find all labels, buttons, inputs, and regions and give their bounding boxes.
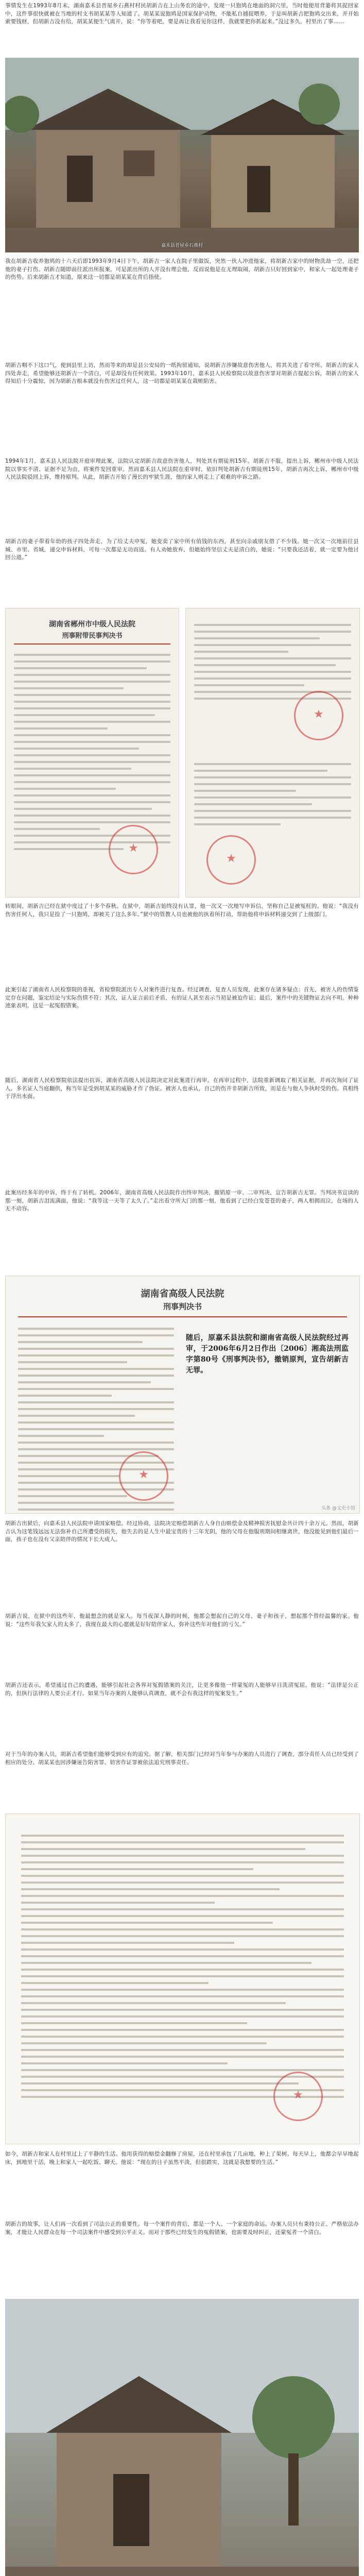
retrial-judgment-seal (119, 1451, 168, 1501)
court-document-left-text-lines (14, 654, 170, 855)
court-document-left-rule (14, 643, 170, 645)
article-paragraph-2: 我在胡新吉收养狍鸠的十六天后即1993年9月4日下午，胡新吉一家人在院子里做饭，突然一伙人冲进他家，将胡新吉家中的财物洗劫一空，还把他的妻子打伤。胡新吉随即前往派出所报案，可是派出所的人并没有理会他，反而说他是在无理取闹，胡新吉只好回到家中，和家人一起处理妻子的伤势。后来胡新吉才知道，原来这一切都是胡某某在背后指使。 (5, 258, 359, 281)
court-document-left-title: 湖南省郴州市中级人民法院 (49, 620, 135, 629)
article-paragraph-14: 如今，胡新吉和家人在村里过上了平静的生活。他用获得的赔偿金翻修了房屋，还在村里承包了几亩地，种上了果树。每天早上，他都会早早地起床，到地里干活，晚上和家人一起吃饭、聊天。他说：“现在的日子虽然平淡，但很踏实，这就是我想要的生活。” (5, 2151, 359, 2165)
court-seal-right-top (294, 691, 343, 740)
article-paragraph-4: 1994年1月，嘉禾县人民法院开庭审理此案，法院认定胡新吉故意伤害他人，判处其有期徒刑15年。胡新吉不服，提出上诉，郴州市中级人民法院以事实不清、证据不足为由，将案件发回重审。然而嘉禾县人民法院在重审时，依旧判处胡新吉有期徒刑15年，胡新吉再次上诉，郴州市中级人民法院驳回上诉，维持原判。从此，胡新吉开始了漫长的牢狱生涯，他的家人则走上了艰难的申诉之路。 (5, 458, 359, 481)
article-paragraph-13: 对于当年的办案人员，胡新吉希望他们能够受到应有的追究。据了解，相关部门已经对当年参与办案的人员进行了调查，部分责任人员已经受到了相应的处分。胡某某也因涉嫌诬告陷害罪、妨害作证罪被依法追究刑事责任。 (5, 1751, 359, 1766)
village-photo-illustration (5, 58, 359, 252)
retrial-judgment-headline: 随后，原嘉禾县法院和湖南省高级人民法院经过再审，于2006年6月2日作出〔2006〕湘高法刑监字第80号《刑事判决书》，撤销原判，宣告胡新吉无罪。 (186, 1334, 349, 1375)
village-photo (5, 58, 359, 252)
closing-photo (5, 2299, 359, 2576)
article-paragraph-10: 胡新吉出狱后，向嘉禾县人民法院申请国家赔偿。经过协商，法院决定赔偿胡新吉人身自由赔偿金及精神损害抚慰金共计四十余万元。然而，胡新吉认为这笔钱远远无法弥补自己所遭受的损失，他失去的是人生中最宝贵的十三年光阴，他的父母在他服刑期间相继离世，他没能见到他们最后一面，孩子也在没有父亲陪伴的情况下长大成人。 (5, 1520, 359, 1543)
article-paragraph-5: 胡新吉的妻子带着年幼的孩子四处奔走，为了给丈夫申冤，她变卖了家中所有值钱的东西，甚至向亲戚朋友借了不少钱。她一次又一次地前往县城、市里、省城，递交申诉材料，可每一次都是无功而返。有人劝她放弃，但她始终坚信丈夫是清白的，她说：“只要我还活着，就一定要为他讨回公道。” (5, 538, 359, 561)
compensation-document-text-lines (21, 1835, 344, 2103)
court-document-right-text-lines-lower (194, 763, 351, 830)
court-document-left-subtitle: 刑事附带民事判决书 (62, 632, 123, 640)
article-paragraph-3: 胡新吉咽不下这口气，便到县里上访，然而等来的却是县公安局的一纸拘留通知，说胡新吉涉嫌故意伤害他人，将其关进了看守所。胡新吉的家人四处奔走，希望能够还胡新吉一个清白，可是却没有任何效果。1993年10月，嘉禾县人民检察院以故意伤害罪对胡新吉提起公诉，胡新吉的家人得知后十分震惊，因为胡新吉根本就没有伤害过任何人，这一切都是胡某某在栽赃陷害。 (5, 362, 359, 385)
source-watermark: 头条 @文史小馆 (321, 1506, 355, 1511)
compensation-document (5, 1814, 360, 2144)
compensation-seal (273, 2072, 323, 2121)
article-paragraph-6: 转眼间，胡新吉已经在狱中度过了十多个春秋。在狱中，胡新吉始终没有认罪，他一次又一次地写申诉信，坚称自己是被冤枉的。他说：“我没有伤害任何人，我只是捡了一只狍鸠，却被关了这么多年。”狱中的管教人员也被他的执着所打动，帮助他将申诉材料递交到了上级部门。 (5, 903, 359, 918)
article-paragraph-7: 此案引起了湖南省人民检察院的重视，省检察院派出专人对案件进行复查。经过调查，复查人员发现，此案存在诸多疑点：首先，被害人的伤情鉴定存在问题，鉴定结论与实际伤情不符；其次，证人证言前后矛盾，有的证人甚至表示当初是被迫作证；最后，案件中的关键物证去向不明。种种迹象表明，这是一起冤假错案。 (5, 987, 359, 1009)
retrial-judgment-title: 湖南省高级人民法院 (141, 1289, 224, 1299)
article-paragraph-12: 胡新吉还表示，希望通过自己的遭遇，能够引起社会各界对冤假错案的关注，让更多像他一样蒙冤的人能够早日洗清冤屈。他说：“法律是公正的，但执行法律的人要公正才行。如果当年办案的人能够认真调查，就不会有我这样的冤案发生。” (5, 1682, 359, 1697)
court-document-right (185, 608, 360, 897)
court-seal-right-bottom (206, 835, 256, 885)
court-seal-left (109, 825, 158, 874)
article-paragraph-15: 胡新吉的故事，让人们再一次看到了司法公正的重要性。每一个案件的背后，都是一个人、一个家庭的命运。办案人员只有秉持公正、严格依法办案，才能让人民群众在每一个司法案件中感受到公平正义。而对于那些已经发生的冤假错案，也需要及时纠正，还蒙冤者一个清白。 (5, 2221, 359, 2235)
retrial-judgment-subtitle: 刑事判决书 (163, 1302, 202, 1311)
retrial-judgment-document (5, 1276, 360, 1514)
retrial-judgment-rule (18, 1316, 347, 1317)
article-paragraph-11: 胡新吉说，在狱中的这些年，他最想念的就是家人。每当夜深人静的时候，他都会想起自己的父母、妻子和孩子，想起那个曾经温馨的家。他说：“这些年我欠家人的太多了，我现在最大的心愿就是好好陪伴家人，弥补这些年对他们的亏欠。” (5, 1613, 359, 1628)
closing-photo-illustration (5, 2299, 359, 2576)
article-paragraph-9: 此案历经多年的申诉，终于有了转机。2006年，湖南省高级人民法院作出终审判决，撤销原一审、二审判决，宣告胡新吉无罪。当判决书宣读的那一刻，胡新吉泪流满面，他说：“我等这一天等了太久了。”走出看守所大门的那一刻，他看到了已经白发苍苍的妻子，两人相拥而泣，在场的人无不动容。 (5, 1190, 359, 1212)
court-document-left (5, 608, 179, 897)
article-paragraph-8: 随后，湖南省人民检察院依法提出抗诉，湖南省高级人民法院决定对此案进行再审。在再审过程中，法院重新调取了相关证据，并再次询问了证人。多名证人当庭翻供，称当年是受到胡某某的威胁才作了伪证。被害人也承认，自己的伤并非胡新吉所致，而是在与他人争执时受的伤。真相终于浮出水面。 (5, 1077, 359, 1100)
article-paragraph-1: 事情发生在1993年8月末，湖南嘉禾县晋屋乡石燕村村民胡新吉在上山务农的途中，发现一只狍鸠在地面的洞穴里，当时他便用背篓将其捉回家中，这件事很快就被在当地的村支书胡某某等人知道了。胡某某说狍鸠是国家保护动物，不能私自捕捉喂养，于是叫胡新吉把狍鸠交出来，并开始索要钱财，但胡新吉没有给，胡某某便生气离开，说：“你等着吧，要是再让我看见你这样，我就要把你抓起来。”没过多久，村里出了事…… (5, 3, 359, 25)
village-photo-caption: 嘉禾县晋屋乡石燕村 (161, 243, 203, 248)
